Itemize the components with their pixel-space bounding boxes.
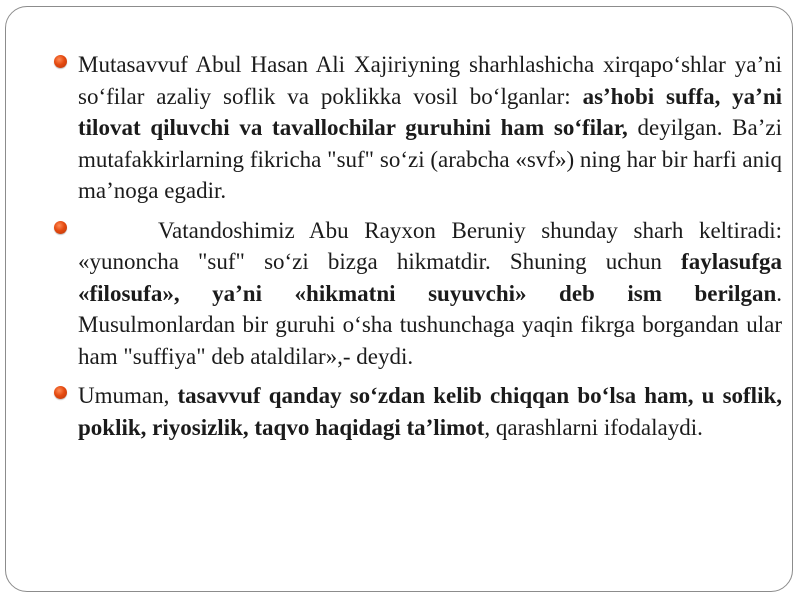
bullet-list	[78, 49, 782, 451]
bullet-icon	[54, 386, 67, 399]
bullet-item-2	[78, 215, 782, 373]
bullet-icon	[54, 55, 67, 68]
bullet-item-1	[78, 49, 782, 207]
paragraph-3	[78, 380, 782, 443]
text-run: Mutasavvuf Abul Hasan Ali Xajiriyning sharhlashicha xirqapo‘shlar ya’ni so‘filar azaliy soflik va poklikka vosil bo‘lganlar:	[78, 52, 782, 109]
text-run: deyilgan. Ba’zi mutafakkirlarning fikricha "suf" so‘zi (arabcha «svf») ning har bir harfi aniq ma’noga egadir.	[78, 115, 782, 203]
bold-text-run: faylasufga «filosufa», ya’ni «hikmatni suyuvchi» deb ism berilgan	[78, 249, 782, 306]
paragraph-2	[78, 215, 782, 373]
bullet-item-3	[78, 380, 782, 443]
paragraph-1	[78, 49, 782, 207]
bold-text-run: tasavvuf qanday so‘zdan kelib chiqqan bo‘lsa ham, u soflik, poklik, riyosizlik, taqvo haqidagi ta’limot	[78, 383, 782, 440]
slide-frame	[5, 6, 793, 592]
text-run: Vatandoshimiz Abu Rayxon Beruniy shunday sharh keltiradi: «yunoncha "suf" so‘zi bizga hikmatdir. Shuning uchun	[78, 217, 782, 274]
bold-text-run: as’hobi suffa, ya’ni tilovat qiluvchi va tavallochilar guruhini ham so‘filar,	[78, 83, 783, 140]
text-run: , qarashlarni ifodalaydi.	[484, 414, 703, 440]
text-run: Umuman,	[78, 383, 178, 408]
bullet-icon	[54, 221, 67, 234]
text-run: . Musulmonlardan bir guruhi o‘sha tushunchaga yaqin fikrga borgandan ular ham "suffiya" deb ataldilar»,- deydi.	[78, 280, 782, 369]
